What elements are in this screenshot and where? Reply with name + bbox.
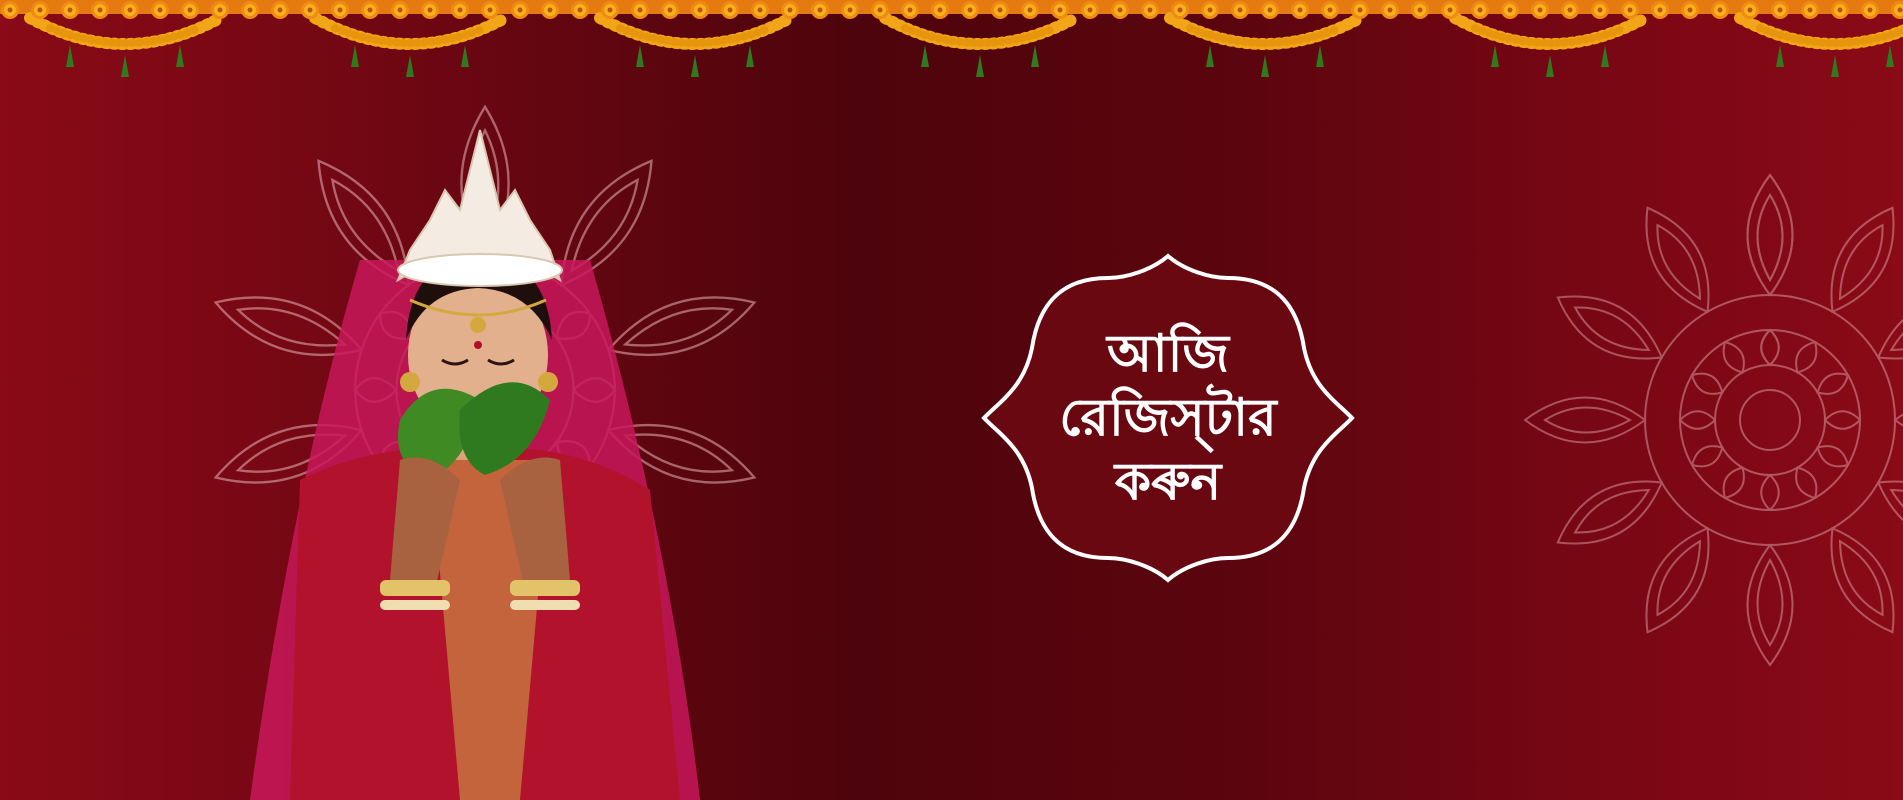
cta-label (978, 248, 1358, 588)
cta-line-3: কৰুন (1114, 452, 1222, 512)
cta-line-2: রেজিস্‌টার (1059, 388, 1277, 448)
register-today-button[interactable] (978, 248, 1358, 588)
mandala-right-decoration (1520, 170, 1903, 670)
garland-swags (30, 18, 1903, 77)
cta-line-1: আজি (1106, 324, 1230, 384)
bride-illustration (230, 120, 730, 800)
marigold-garland-decoration (0, 0, 1903, 80)
